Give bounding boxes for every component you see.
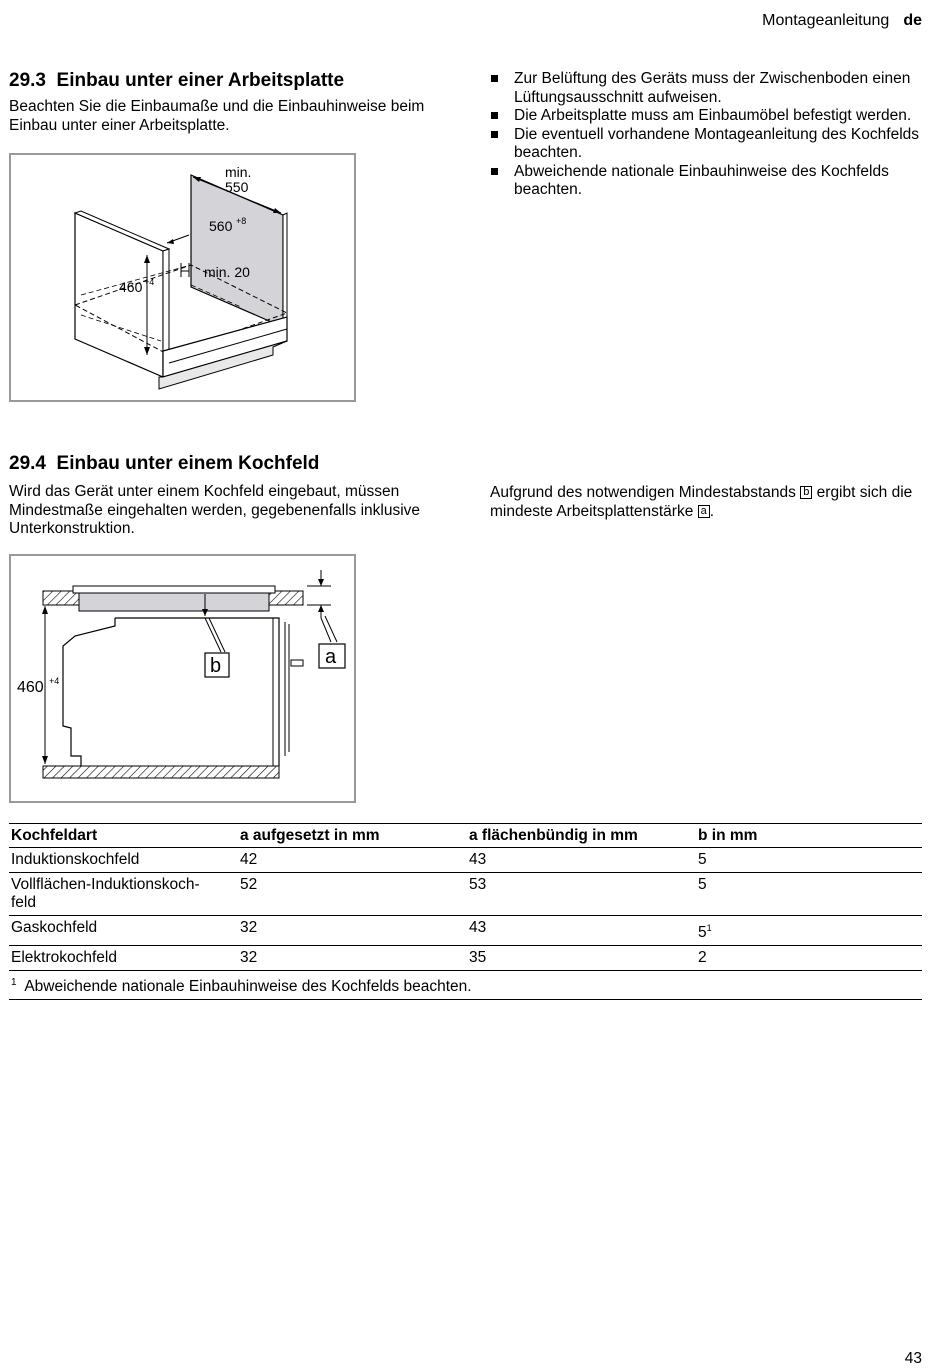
section-29-4-note [490, 484, 922, 521]
section-title-29-3: 29.3 Einbau unter einer Arbeitsplatte [9, 70, 345, 91]
cell-text: 5 [698, 924, 707, 942]
bullet-item: Die Arbeitsplatte muss am Einbaumöbel befestigt werden. [490, 107, 922, 126]
dim-height-tolerance: +4 [49, 676, 60, 686]
column-header: a aufgesetzt in mm [238, 824, 467, 848]
table-header-row [9, 824, 922, 848]
section-note-29-4 [490, 484, 920, 521]
table-cell: Gaskochfeld [9, 916, 238, 946]
label-b: b [210, 655, 222, 677]
table-cell: 2 [696, 946, 922, 971]
figure-worktop-installation [9, 153, 356, 402]
section-29-3 [9, 70, 449, 135]
section-intro-29-3: Beachten Sie die Einbaumaße und die Einbauhinweise beim Einbau unter einer Arbeitsplatte. [9, 98, 425, 134]
note-text-1: Aufgrund des notwendigen Mindestabstands [490, 484, 796, 501]
figure-cooktop-installation [9, 554, 356, 803]
table-cell: 5 [696, 848, 922, 873]
bullet-item: Abweichende nationale Einbauhinweise des Kochfelds beachten. [490, 163, 890, 200]
column-header: a flächenbündig in mm [467, 824, 696, 848]
table-cell: 32 [238, 946, 467, 971]
table-cell: 43 [467, 916, 696, 946]
dim-width-tolerance: +8 [236, 216, 247, 226]
note-text-3: . [709, 502, 715, 520]
table-cell: 42 [238, 848, 467, 873]
table-cell: 52 [238, 873, 467, 916]
dim-min-value: 550 [225, 179, 249, 195]
label-b-box: b [800, 486, 812, 499]
table-row [9, 873, 922, 916]
note-text-2: ergibt sich die mindeste Arbeitsplattenstärke [490, 484, 913, 520]
table-cell [696, 916, 922, 946]
page-header [762, 12, 922, 30]
dim-gap-label: min. 20 [204, 264, 250, 280]
bullet-item: Die eventuell vorhandene Montageanleitung des Kochfelds beachten. [490, 126, 922, 163]
table-row [9, 916, 922, 946]
table-cell: Induktionskochfeld [9, 848, 238, 873]
worktop-cabinet-drawing [11, 155, 354, 400]
table-cell: 32 [238, 916, 467, 946]
dim-width-value: 560 [209, 218, 233, 234]
header-label: Montageanleitung [762, 12, 890, 29]
table-cell: 53 [467, 873, 696, 916]
footnote-text: Abweichende nationale Einbauhinweise des Kochfelds beachten. [24, 978, 472, 996]
section-29-4 [9, 453, 449, 539]
footnote-mark: 1 [11, 977, 17, 989]
table-footnote [9, 971, 922, 1000]
table-footnote-row [9, 971, 922, 1000]
dim-min-label: min. [225, 164, 252, 180]
dim-height-value: 460 [119, 279, 143, 295]
table-cell: 35 [467, 946, 696, 971]
dim-height-tolerance: +4 [144, 277, 155, 287]
dim-height-value: 460 [17, 679, 44, 696]
label-a-box: a [698, 505, 710, 518]
table-cell [9, 873, 238, 916]
cell-text: Vollflächen-Induktionskoch-feld [11, 876, 200, 911]
label-a: a [325, 646, 337, 668]
section-intro-29-4: Wird das Gerät unter einem Kochfeld eingebaut, müssen Mindestmaße eingehalten werden, gegebenenfalls inklusive Unterkonstruktion. [9, 483, 421, 537]
column-header: b in mm [696, 824, 922, 848]
table-cell: 43 [467, 848, 696, 873]
bullet-list [490, 70, 922, 200]
cooktop-oven-drawing [11, 556, 354, 801]
bullet-item: Zur Belüftung des Geräts muss der Zwischenboden einen Lüftungsausschnitt aufweisen. [490, 70, 922, 107]
table-row [9, 848, 922, 873]
footnote-reference: 1 [706, 923, 712, 933]
cooktop-dimensions-table [9, 823, 922, 1000]
header-language: de [903, 12, 922, 29]
section-title-29-4: 29.4 Einbau unter einem Kochfeld [9, 453, 320, 474]
section-29-3-bullets [490, 70, 922, 200]
table-cell: Elektrokochfeld [9, 946, 238, 971]
page-number: 43 [904, 1350, 922, 1367]
table-row [9, 946, 922, 971]
column-header: Kochfeldart [9, 824, 238, 848]
table-cell: 5 [696, 873, 922, 916]
